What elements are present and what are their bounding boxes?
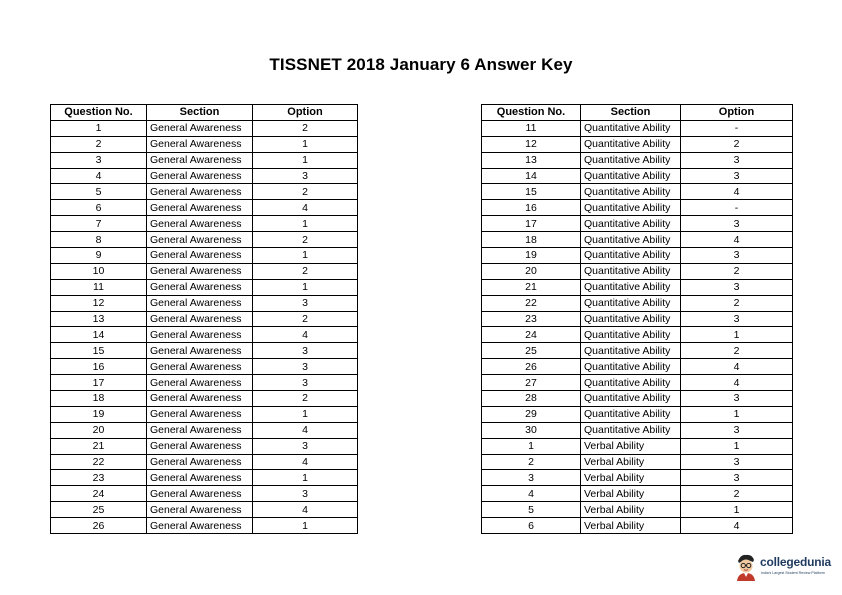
table-row <box>51 216 358 232</box>
table-row <box>51 454 358 470</box>
table-row <box>482 168 793 184</box>
question-number-cell: 27 <box>482 375 581 391</box>
table-row <box>482 454 793 470</box>
option-cell: 2 <box>681 486 793 502</box>
table-row <box>51 248 358 264</box>
table-row <box>482 120 793 136</box>
table-row <box>482 279 793 295</box>
column-header-question: Question No. <box>51 105 147 121</box>
option-cell: 1 <box>253 518 358 534</box>
option-cell: 3 <box>681 454 793 470</box>
section-cell: General Awareness <box>147 120 253 136</box>
question-number-cell: 19 <box>51 406 147 422</box>
option-cell: 1 <box>253 216 358 232</box>
table-row <box>51 486 358 502</box>
section-cell: General Awareness <box>147 168 253 184</box>
option-cell: 3 <box>253 168 358 184</box>
option-cell: 3 <box>681 168 793 184</box>
option-cell: - <box>681 200 793 216</box>
section-cell: Quantitative Ability <box>581 263 681 279</box>
section-cell: General Awareness <box>147 216 253 232</box>
table-row <box>482 422 793 438</box>
table-row <box>51 184 358 200</box>
option-cell: - <box>681 120 793 136</box>
question-number-cell: 28 <box>482 391 581 407</box>
collegedunia-logo <box>733 552 839 582</box>
option-cell: 2 <box>253 232 358 248</box>
option-cell: 2 <box>681 136 793 152</box>
option-cell: 4 <box>253 454 358 470</box>
section-cell: General Awareness <box>147 327 253 343</box>
question-number-cell: 2 <box>51 136 147 152</box>
question-number-cell: 13 <box>482 152 581 168</box>
table-row <box>482 295 793 311</box>
question-number-cell: 20 <box>482 263 581 279</box>
table-row <box>51 470 358 486</box>
table-row <box>482 232 793 248</box>
table-row <box>482 136 793 152</box>
section-cell: General Awareness <box>147 184 253 200</box>
table-row <box>51 375 358 391</box>
option-cell: 1 <box>253 406 358 422</box>
table-row <box>482 470 793 486</box>
section-cell: General Awareness <box>147 279 253 295</box>
section-cell: Quantitative Ability <box>581 406 681 422</box>
section-cell: Quantitative Ability <box>581 120 681 136</box>
question-number-cell: 3 <box>51 152 147 168</box>
question-number-cell: 22 <box>51 454 147 470</box>
table-row <box>482 438 793 454</box>
option-cell: 3 <box>681 391 793 407</box>
section-cell: General Awareness <box>147 200 253 216</box>
section-cell: Quantitative Ability <box>581 295 681 311</box>
table-row <box>51 120 358 136</box>
option-cell: 1 <box>253 136 358 152</box>
section-cell: Quantitative Ability <box>581 327 681 343</box>
section-cell: Verbal Ability <box>581 518 681 534</box>
section-cell: Verbal Ability <box>581 470 681 486</box>
question-number-cell: 4 <box>51 168 147 184</box>
question-number-cell: 18 <box>482 232 581 248</box>
option-cell: 2 <box>681 295 793 311</box>
table-row <box>51 502 358 518</box>
option-cell: 2 <box>253 391 358 407</box>
option-cell: 2 <box>681 343 793 359</box>
section-cell: General Awareness <box>147 136 253 152</box>
section-cell: Quantitative Ability <box>581 184 681 200</box>
option-cell: 3 <box>253 359 358 375</box>
section-cell: Quantitative Ability <box>581 279 681 295</box>
section-cell: Verbal Ability <box>581 454 681 470</box>
option-cell: 1 <box>253 279 358 295</box>
option-cell: 1 <box>253 248 358 264</box>
table-row <box>51 152 358 168</box>
option-cell: 3 <box>681 279 793 295</box>
question-number-cell: 8 <box>51 232 147 248</box>
option-cell: 2 <box>253 184 358 200</box>
option-cell: 3 <box>681 470 793 486</box>
question-number-cell: 12 <box>482 136 581 152</box>
question-number-cell: 6 <box>482 518 581 534</box>
option-cell: 3 <box>681 422 793 438</box>
section-cell: General Awareness <box>147 311 253 327</box>
logo-name: collegedunia <box>760 555 831 569</box>
section-cell: Quantitative Ability <box>581 248 681 264</box>
question-number-cell: 18 <box>51 391 147 407</box>
question-number-cell: 6 <box>51 200 147 216</box>
table-row <box>482 311 793 327</box>
question-number-cell: 30 <box>482 422 581 438</box>
section-cell: General Awareness <box>147 454 253 470</box>
option-cell: 4 <box>681 518 793 534</box>
option-cell: 3 <box>253 438 358 454</box>
student-mascot-icon <box>733 552 759 582</box>
question-number-cell: 15 <box>51 343 147 359</box>
question-number-cell: 7 <box>51 216 147 232</box>
table-row <box>482 152 793 168</box>
question-number-cell: 1 <box>482 438 581 454</box>
question-number-cell: 14 <box>51 327 147 343</box>
table-row <box>482 359 793 375</box>
question-number-cell: 13 <box>51 311 147 327</box>
question-number-cell: 23 <box>51 470 147 486</box>
section-cell: General Awareness <box>147 470 253 486</box>
option-cell: 3 <box>253 343 358 359</box>
question-number-cell: 17 <box>51 375 147 391</box>
question-number-cell: 5 <box>482 502 581 518</box>
table-row <box>482 343 793 359</box>
question-number-cell: 16 <box>482 200 581 216</box>
section-cell: Quantitative Ability <box>581 152 681 168</box>
question-number-cell: 4 <box>482 486 581 502</box>
option-cell: 1 <box>681 327 793 343</box>
table-row <box>482 184 793 200</box>
question-number-cell: 26 <box>51 518 147 534</box>
section-cell: General Awareness <box>147 263 253 279</box>
option-cell: 2 <box>253 263 358 279</box>
question-number-cell: 25 <box>51 502 147 518</box>
section-cell: General Awareness <box>147 152 253 168</box>
section-cell: Quantitative Ability <box>581 343 681 359</box>
section-cell: General Awareness <box>147 391 253 407</box>
table-row <box>482 406 793 422</box>
option-cell: 1 <box>681 406 793 422</box>
question-number-cell: 11 <box>482 120 581 136</box>
question-number-cell: 1 <box>51 120 147 136</box>
question-number-cell: 25 <box>482 343 581 359</box>
question-number-cell: 14 <box>482 168 581 184</box>
option-cell: 3 <box>681 311 793 327</box>
table-row <box>51 406 358 422</box>
option-cell: 3 <box>681 248 793 264</box>
section-cell: General Awareness <box>147 343 253 359</box>
option-cell: 3 <box>253 486 358 502</box>
section-cell: General Awareness <box>147 486 253 502</box>
option-cell: 4 <box>253 200 358 216</box>
question-number-cell: 2 <box>482 454 581 470</box>
question-number-cell: 24 <box>482 327 581 343</box>
option-cell: 4 <box>253 422 358 438</box>
table-header-row <box>482 105 793 121</box>
column-header-section: Section <box>581 105 681 121</box>
page-title: TISSNET 2018 January 6 Answer Key <box>269 55 573 74</box>
question-number-cell: 12 <box>51 295 147 311</box>
question-number-cell: 21 <box>51 438 147 454</box>
option-cell: 4 <box>681 359 793 375</box>
section-cell: Quantitative Ability <box>581 359 681 375</box>
column-header-option: Option <box>253 105 358 121</box>
table-row <box>51 327 358 343</box>
option-cell: 4 <box>681 184 793 200</box>
section-cell: Quantitative Ability <box>581 216 681 232</box>
question-number-cell: 22 <box>482 295 581 311</box>
table-row <box>482 375 793 391</box>
answer-key-table-left <box>50 104 358 534</box>
section-cell: General Awareness <box>147 232 253 248</box>
question-number-cell: 3 <box>482 470 581 486</box>
column-header-section: Section <box>147 105 253 121</box>
table-row <box>51 391 358 407</box>
table-header-row <box>51 105 358 121</box>
table-row <box>51 168 358 184</box>
column-header-option: Option <box>681 105 793 121</box>
answer-key-table-right <box>481 104 793 534</box>
section-cell: Quantitative Ability <box>581 232 681 248</box>
section-cell: Quantitative Ability <box>581 311 681 327</box>
table-row <box>51 279 358 295</box>
question-number-cell: 10 <box>51 263 147 279</box>
table-row <box>51 200 358 216</box>
option-cell: 3 <box>681 152 793 168</box>
section-cell: Verbal Ability <box>581 438 681 454</box>
question-number-cell: 19 <box>482 248 581 264</box>
table-row <box>51 136 358 152</box>
option-cell: 1 <box>253 152 358 168</box>
section-cell: Quantitative Ability <box>581 168 681 184</box>
option-cell: 1 <box>681 502 793 518</box>
option-cell: 4 <box>253 502 358 518</box>
table-row <box>51 438 358 454</box>
section-cell: Verbal Ability <box>581 502 681 518</box>
question-number-cell: 11 <box>51 279 147 295</box>
question-number-cell: 26 <box>482 359 581 375</box>
section-cell: General Awareness <box>147 422 253 438</box>
table-row <box>51 263 358 279</box>
section-cell: General Awareness <box>147 502 253 518</box>
table-row <box>51 359 358 375</box>
question-number-cell: 16 <box>51 359 147 375</box>
section-cell: General Awareness <box>147 359 253 375</box>
section-cell: Quantitative Ability <box>581 200 681 216</box>
section-cell: Quantitative Ability <box>581 136 681 152</box>
table-row <box>51 311 358 327</box>
section-cell: Quantitative Ability <box>581 422 681 438</box>
section-cell: General Awareness <box>147 248 253 264</box>
option-cell: 3 <box>253 295 358 311</box>
question-number-cell: 17 <box>482 216 581 232</box>
table-row <box>482 263 793 279</box>
table-row <box>51 518 358 534</box>
table-row <box>482 486 793 502</box>
question-number-cell: 15 <box>482 184 581 200</box>
section-cell: Quantitative Ability <box>581 375 681 391</box>
option-cell: 1 <box>681 438 793 454</box>
table-row <box>482 200 793 216</box>
section-cell: General Awareness <box>147 295 253 311</box>
question-number-cell: 20 <box>51 422 147 438</box>
option-cell: 3 <box>253 375 358 391</box>
section-cell: General Awareness <box>147 375 253 391</box>
section-cell: Verbal Ability <box>581 486 681 502</box>
option-cell: 1 <box>253 470 358 486</box>
section-cell: General Awareness <box>147 438 253 454</box>
section-cell: Quantitative Ability <box>581 391 681 407</box>
question-number-cell: 29 <box>482 406 581 422</box>
option-cell: 2 <box>253 311 358 327</box>
table-row <box>482 391 793 407</box>
option-cell: 4 <box>253 327 358 343</box>
question-number-cell: 21 <box>482 279 581 295</box>
table-row <box>482 502 793 518</box>
option-cell: 2 <box>681 263 793 279</box>
question-number-cell: 9 <box>51 248 147 264</box>
section-cell: General Awareness <box>147 406 253 422</box>
option-cell: 3 <box>681 216 793 232</box>
table-row <box>51 232 358 248</box>
column-header-question: Question No. <box>482 105 581 121</box>
table-row <box>482 248 793 264</box>
table-row <box>482 327 793 343</box>
question-number-cell: 23 <box>482 311 581 327</box>
option-cell: 4 <box>681 375 793 391</box>
table-row <box>51 422 358 438</box>
question-number-cell: 5 <box>51 184 147 200</box>
logo-tagline: India's Largest Student Review Platform <box>761 571 825 575</box>
table-row <box>482 518 793 534</box>
question-number-cell: 24 <box>51 486 147 502</box>
option-cell: 4 <box>681 232 793 248</box>
section-cell: General Awareness <box>147 518 253 534</box>
option-cell: 2 <box>253 120 358 136</box>
table-row <box>51 295 358 311</box>
table-row <box>482 216 793 232</box>
table-row <box>51 343 358 359</box>
